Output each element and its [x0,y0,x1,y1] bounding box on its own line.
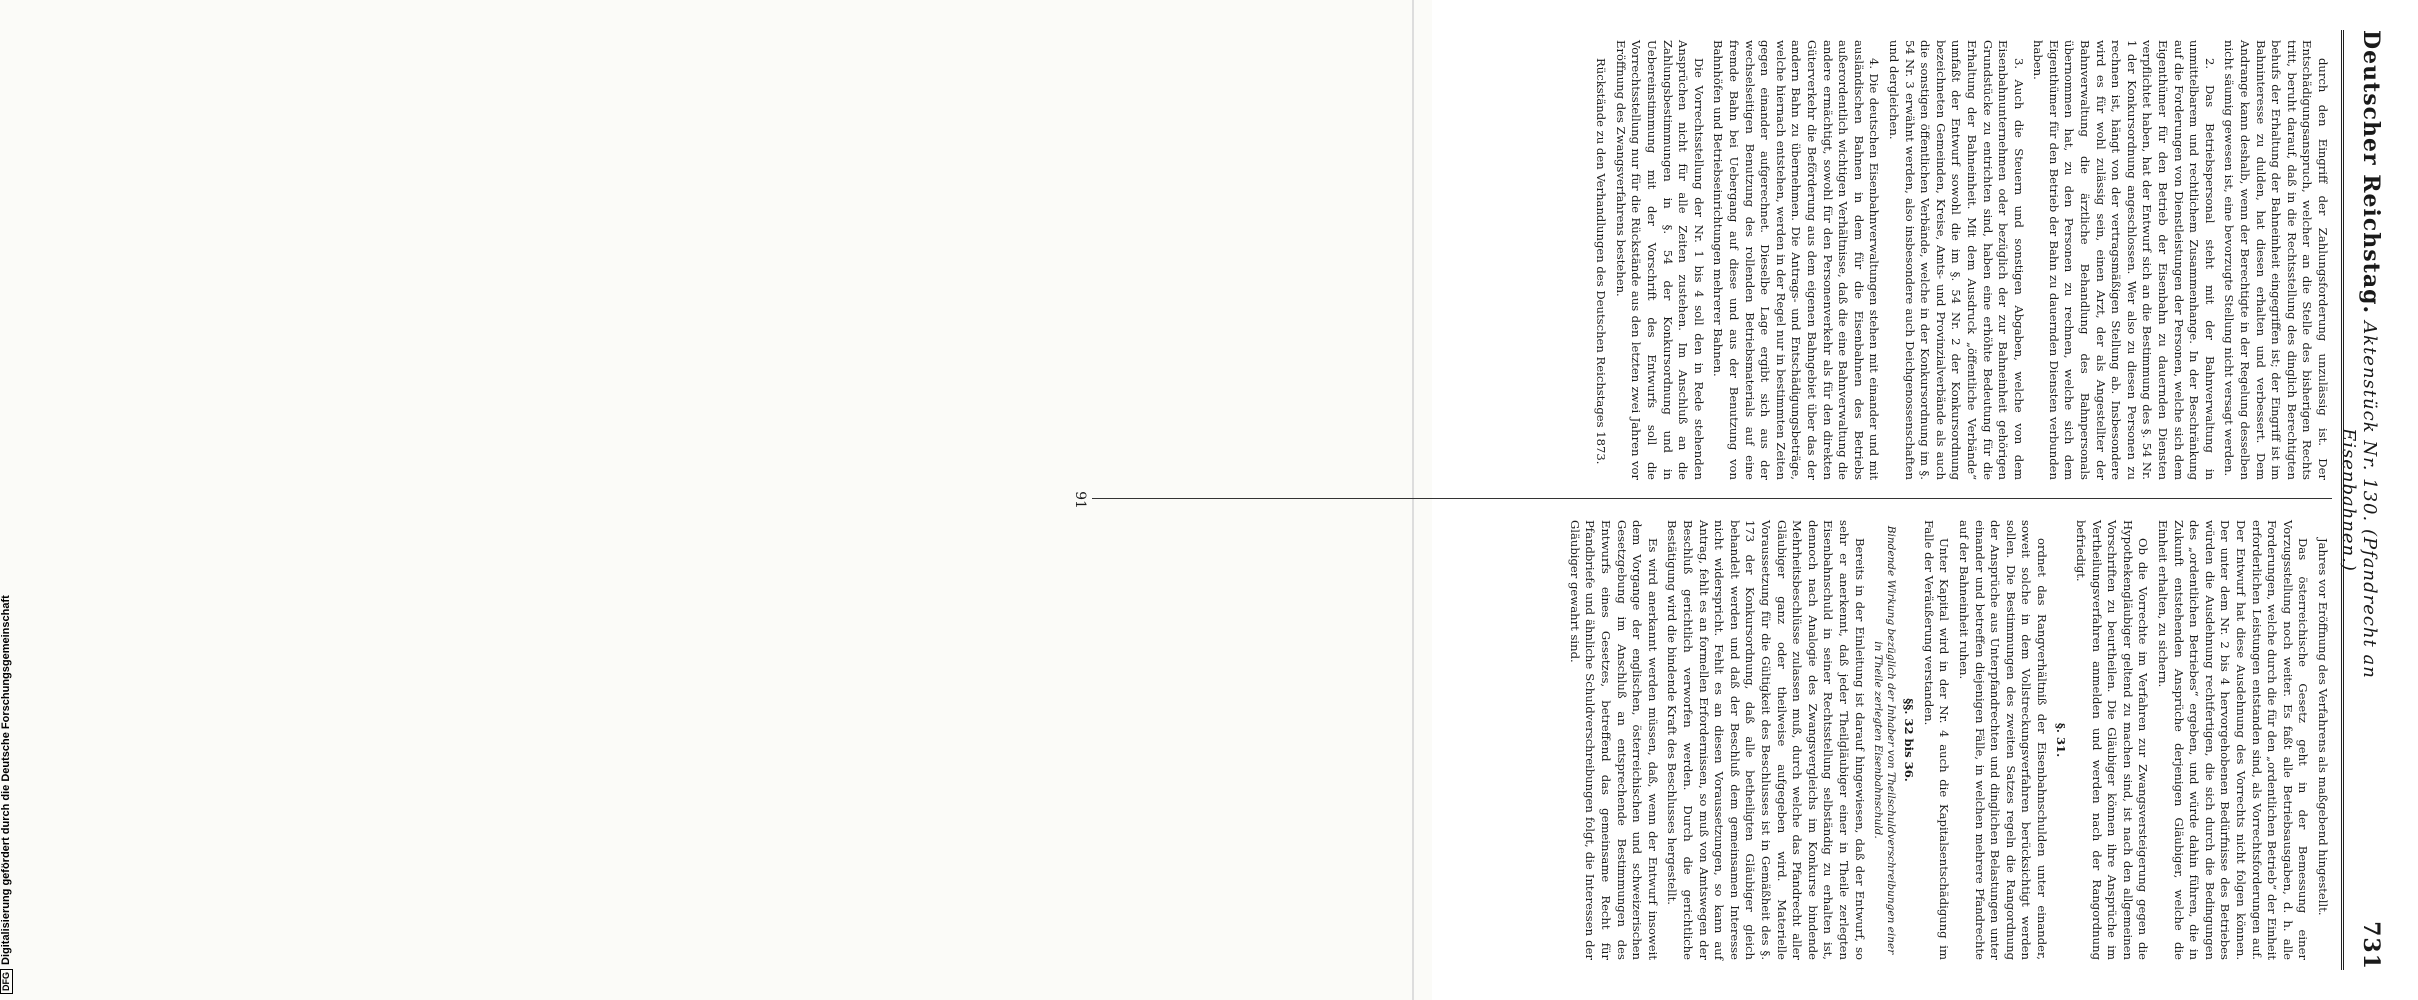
column-divider [1092,498,2332,499]
paragraph: 3. Auch die Steuern und sonstigen Abgaben, welche von dem Eisenbahnunternehmen oder bezüglich der zur Bahneinheit gehörigen Grundstücke zu entrichten sind, haben eine erhöhte Bedeutung für die Erhaltung der Bahneinheit. Mit dem Ausdruck „öffentliche Verbände“ umfaßt der Entwurf sowohl die im §. 54 Nr. 2 der Konkursordnung bezeichneten Gemeinden, Kreise, Amts- und Provinzialverbände als auch die sonstigen öffentlichen Verbände, welche in der Konkursordnung im §. 54 Nr. 3 erwähnt werden, also insbesondere auch Deichgenossenschaften und dergleichen. [1886,40,2026,480]
paragraph: Das österreichische Gesetz geht in der Bemessung einer Vorzugsstellung noch weiter. Es faßt alle Betriebsausgaben, d. h. alle Forderungen, welche durch die für den „ordentlichen Betrieb“ der Einheit erforderlichen Leistungen entstanden sind, als Vorrechtsforderungen auf. Der Entwurf hat diese Ausdehnung des Vorrechts nicht folgen können. Der unter dem Nr. 2 bis 4 hervorgehobenen Bedürfnisse des Betriebes würden die Ausdehnung rechtfertigen, die sich durch die Bedingungen des „ordentlichen Betriebes“ ergeben, und würde dahin führen, die in Zukunft entstehenden Ansprüche derjenigen Gläubiger, welche die Einheit erhalten, zu sichern. [2156,520,2311,960]
header-document-number: Aktenstück Nr. 130. [2359,321,2380,523]
header-document [2338,290,2380,710]
digitization-notice-text: Digitalisierung gefördert durch die Deutsche Forschungsgemeinschaft [0,595,12,965]
paragraph: durch den Eingriff der Zahlungsforderung unzulässig ist. Der Entschädigungsanspruch, welcher an die Stelle des bisherigen Rechts tritt, beruht darauf, daß in die Rechtsstellung des dinglich Berechtigten behufs der Erhaltung der Bahneinheit eingegriffen ist; der Eingriff ist im Bahninteresse zu dulden, hat diesen erhalten und verbessert. Dem Andrange kann deshalb, wenn der Berechtigte in der Regelung desselben nicht säumig gewesen ist, eine bevorzugte Stellung nicht versagt werden. [2222,40,2330,480]
paragraph: 2. Das Betriebspersonal steht mit der Bahnverwaltung in unmittelbarem und rechtlichem Zusammenhange. In der Beschränkung auf die Forderungen von Dienstleistungen der Personen, welche sich dem Eigenthümer für den Betrieb der Eisenbahn zu dauernden Diensten verpflichtet haben, hat der Entwurf sich an die Bestimmung des §. 54 Nr. 1 der Konkursordnung angeschlossen. Wer also zu diesen Personen zu rechnen ist, hängt von der vertragsmäßigen Stellung ab. Insbesondere wird es für wohl zulässig sein, einen Arzt, der als Angestellter der Bahnverwaltung die ärztliche Behandlung des Bahnpersonals übernommen hat, zu den Personen zu rechnen, welche sich dem Eigenthümer für den Betrieb der Bahn zu dauernden Diensten verbunden haben. [2031,40,2217,480]
digitization-notice [0,0,14,1000]
paragraph: 4. Die deutschen Eisenbahnverwaltungen stehen mit einander und mit ausländischen Bahnen in dem für die Eisenbahnen des Betriebs außerordentlich wichtigen Verhältnisse, daß die eine Bahnverwaltung die andere ermächtigt, sowohl für den Personenverkehr als für den direkten Güterverkehr die Beförderung aus dem eigenen Bahngebiet über das der andern Bahn zu übernehmen. Die Antrags- und Entschädigungsbeträge, welche hiernach entstehen, werden in der Regel nur in bestimmten Zeiten gegen einander aufgerechnet. Dieselbe Lage ergibt sich aus der wechselseitigen Benutzung des rollenden Betriebsmaterials auf eine fremde Bahn bei Uebergang auf diese und aus der Benutzung von Bahnhöfen und Betriebseinrichtungen mehrerer Bahnen. [1711,40,1882,480]
paragraph: ordnet das Rangverhältniß der Eisenbahnschulden unter einander, soweit solche in dem Vollstreckungsverfahren berücksichtigt werden sollen. Die Bestimmungen des zweiten Satzes regeln die Rangordnung der Ansprüche aus Unterpfandrechten und dinglichen Belastungen unter einander und betreffen diejenigen Fälle, in welchen mehrere Pfandrechte auf der Bahneinheit ruhen. [1956,520,2049,960]
paragraph: Die Vorrechtsstellung der Nr. 1 bis 4 soll den in Rede stehenden Ansprüchen nicht für alle Zeiten zustehen. Im Anschluß an die Zahlungsbestimmungen in §. 54 der Konkursordnung und in Uebereinstimmung mit der Vorschrift des Entwurfs soll die Vorrechtsstellung nur für die Rückstände aus den letzten zwei Jahren vor Eröffnung des Zwangsverfahrens bestehen. [1613,40,1706,480]
rotated-newspaper-page [1048,0,2418,1000]
section-32-subtitle: Bindende Wirkung bezüglich der Inhaber von Theilschuldverschreibungen einer in Theile zerlegten Eisenbahnschuld. [1871,525,1897,955]
section-32-title: §§. 32 bis 36. [1902,698,1917,782]
section-31-body [1920,520,2049,960]
footer-page-number: 91 [1072,491,1088,509]
right-text-column [1100,520,2330,960]
page-header [2338,30,2390,970]
paragraph: Es wird anerkannt werden müssen, daß, wenn der Entwurf insoweit dem Vorgange der englischen, österreichischen und schweizerischen Gesetzgebung im Anschluß an entsprechende Bestimmungen des Entwurfs eines Gesetzes, betreffend das gemeinsame Recht für Pfandbriefe und ähnliche Schuldverschreibungen folgt, die Interessen der Gläubiger gewahrt sind. [1567,520,1660,960]
paragraph: Bereits in der Einleitung ist darauf hingewiesen, daß der Entwurf, so sehr er anerkennt, daß jeder Theilgläubiger einer in Theile zerlegten Eisenbahnschuld in seiner Rechtsstellung selbständig zu erhalten ist, dennoch nach Analogie des Zwangsvergleichs im Konkurse bindende Mehrheitsbeschlüsse zulassen muß, durch welche das Pfandrecht aller Gläubiger ganz oder theilweise aufgegeben wird. Materielle Voraussetzung für die Gültigkeit des Beschlusses ist in Gemäßheit des §. 173 der Konkursordnung, daß alle betheiligten Gläubiger gleich behandelt werden und daß der Beschluß dem gemeinsamen Interesse nicht widerspricht. Fehlt es an diesen Voraussetzungen, so kann auf Antrag, fehlt es an formellen Erfordernissen, so muß von Amtswegen der Beschluß gerichtlich verworfen werden. Durch die gerichtliche Bestätigung wird die bindende Kraft des Beschlusses hergestellt. [1665,520,1867,960]
header-publication: Deutscher Reichstag. [2358,30,2384,315]
section-32-body [1566,520,1866,960]
paragraph: Ob die Vorrechte im Verfahren zur Zwangsversteigerung gegen die Hypothekengläubiger geltend zu machen sind, ist nach den allgemeinen Vorschriften zu beurtheilen. Die Gläubiger können ihre Ansprüche im Vertheilungsverfahren anmelden und werden nach der Rangordnung befriedigt. [2074,520,2151,960]
header-page-number: 731 [2358,921,2384,970]
paragraph: Rückstände zu den Verhandlungen des Deutschen Reichstages 1873. [1594,58,1609,465]
right-column-intro [2073,520,2331,960]
section-31-title: §. 31. [2054,722,2069,758]
left-text-column [1100,40,2330,480]
paragraph: Unter Kapital wird in der Nr. 4 auch die Kapitalsentschädigung im Falle der Veräußerung verstanden. [1921,520,1952,960]
header-document-topic: (Pfandrecht an Eisenbahnen.) [2338,428,2380,679]
dfg-logo: DFG [0,969,13,994]
paragraph: Jahres vor Eröffnung des Verfahrens als maßgebend hingestellt. [2316,538,2330,916]
